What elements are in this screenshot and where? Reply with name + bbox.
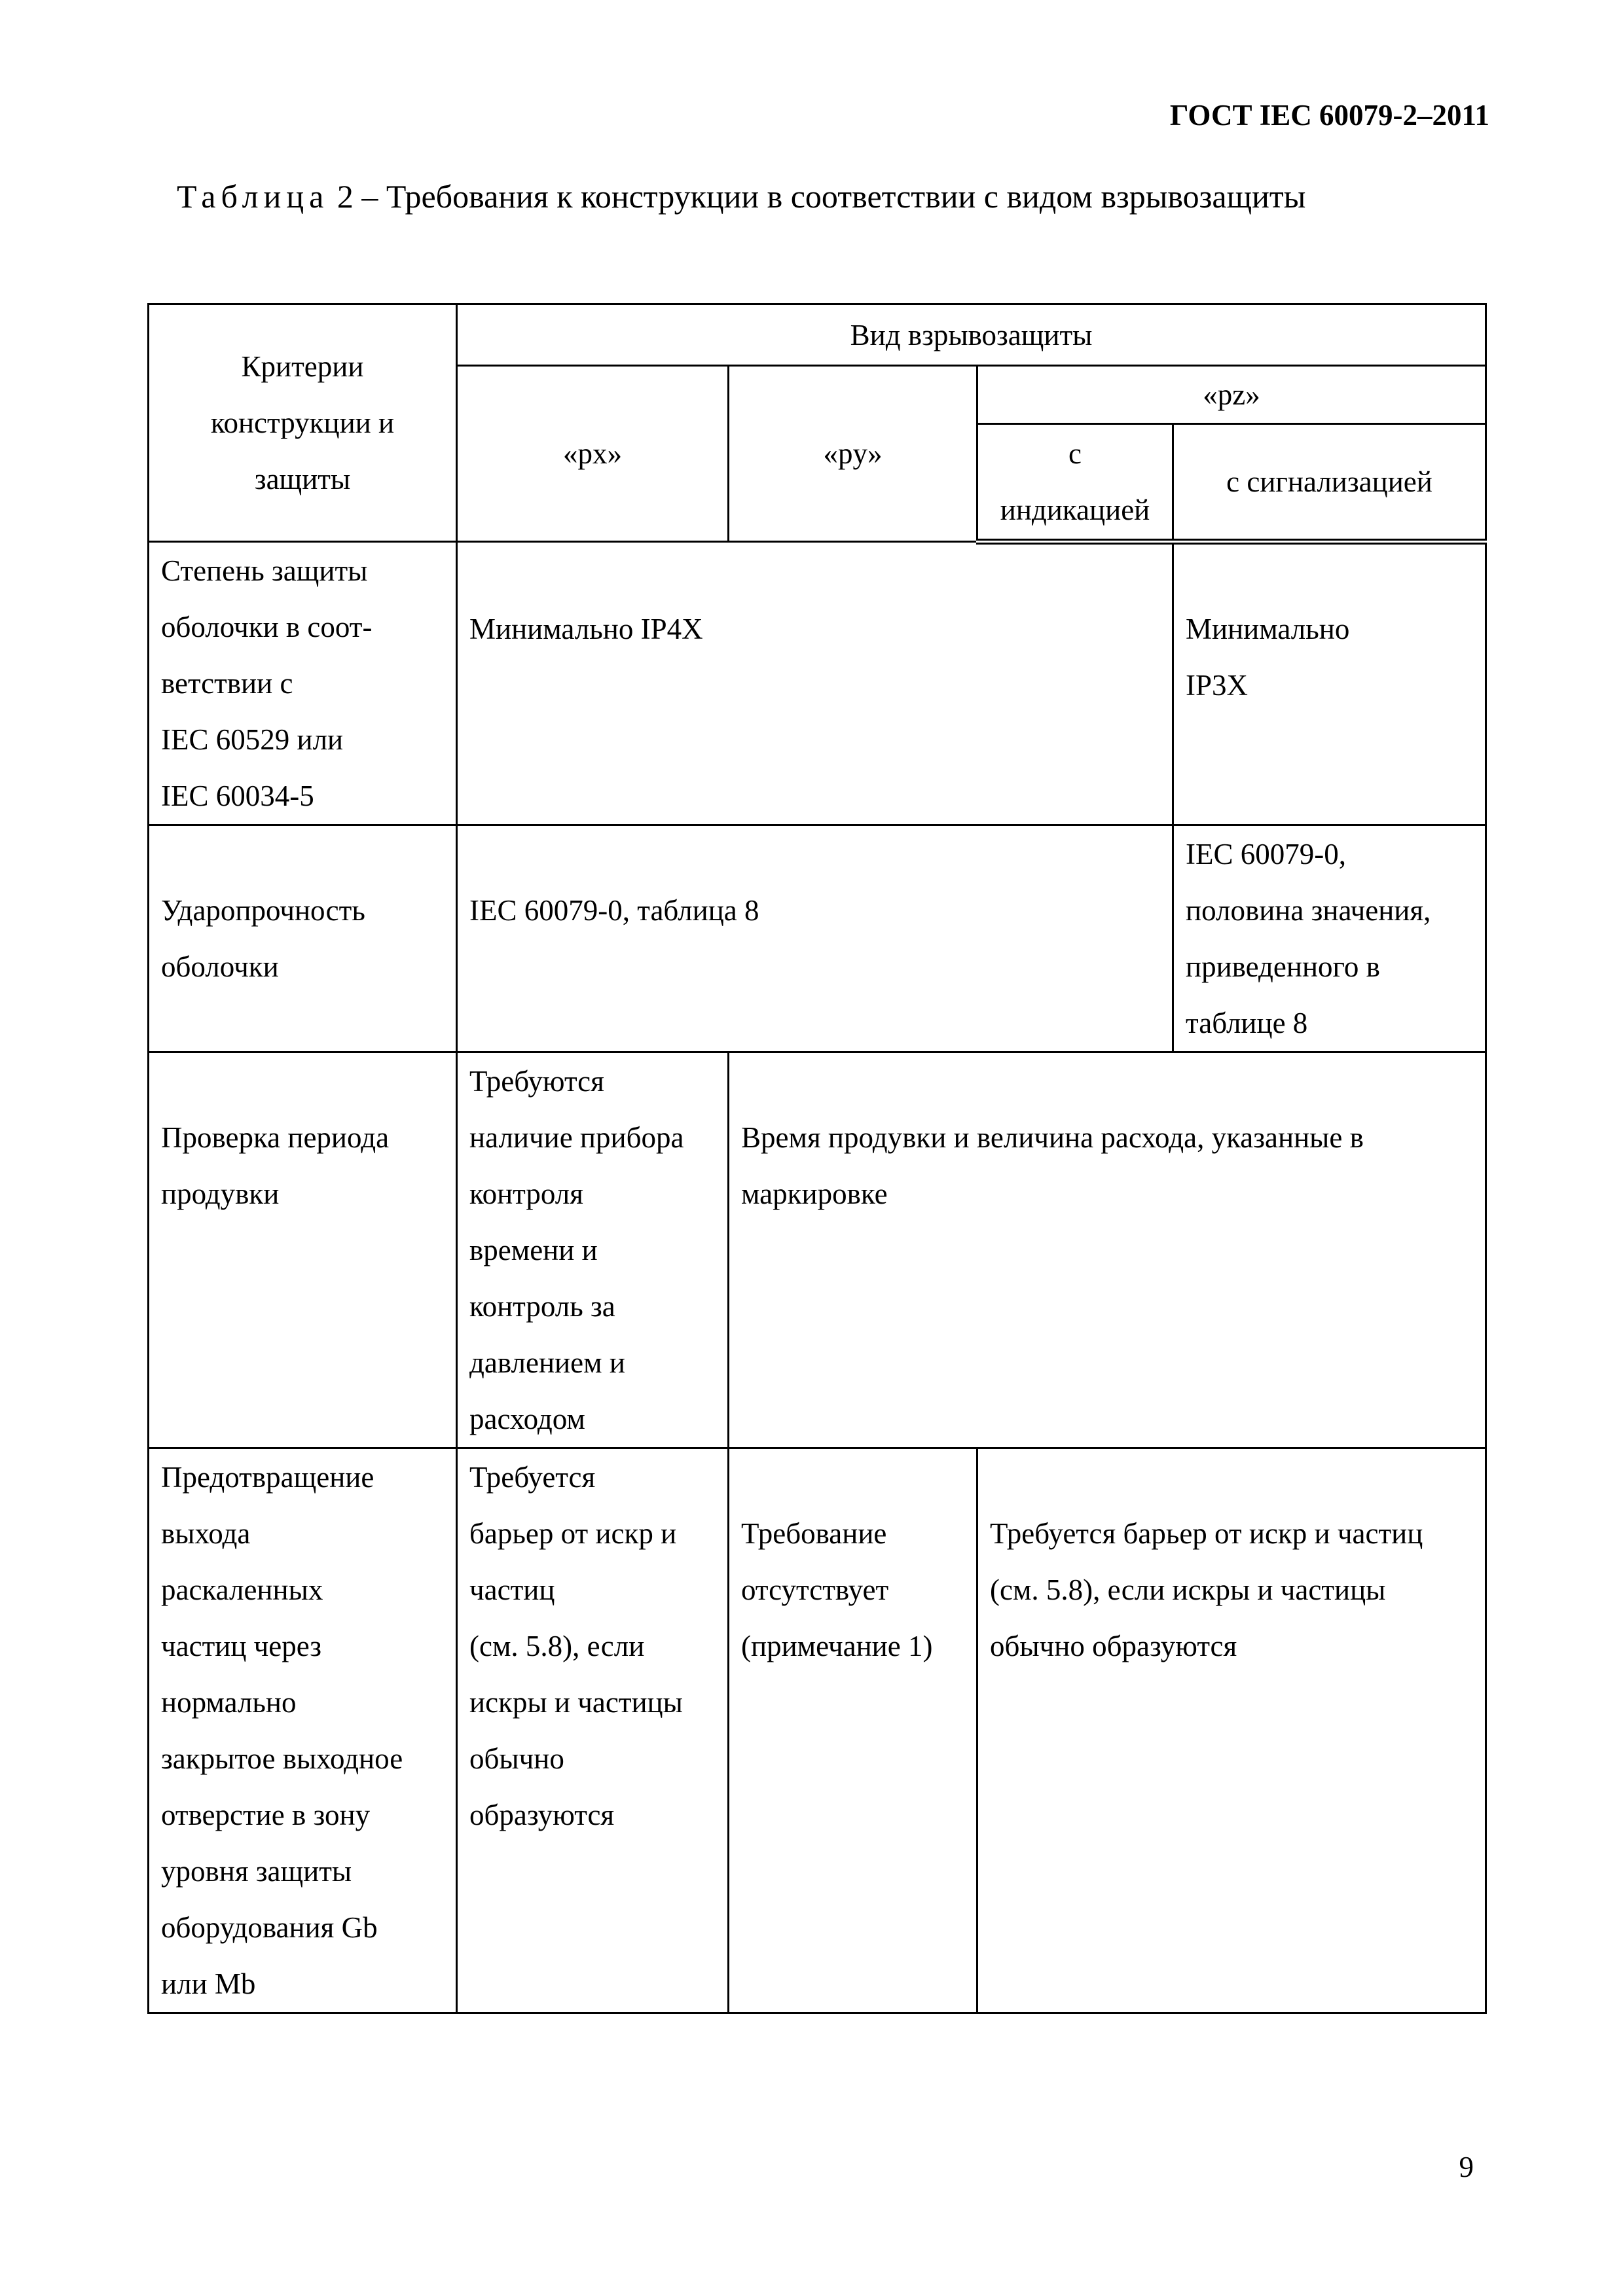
header-pz-alarm: с сигнализацией	[1173, 424, 1486, 542]
caption-word: Таблица	[177, 178, 329, 215]
table-row	[149, 1448, 1486, 2013]
value-cell: Требуется барьер от искр и частиц (см. 5.8), если искры и частицы обычно образуются	[457, 1448, 729, 2013]
value-cell: Требуется барьер от искр и частиц (см. 5.8), если искры и частицы обычно образуются	[977, 1448, 1486, 2013]
document-code: ГОСТ IEC 60079-2–2011	[1169, 99, 1489, 132]
value-cell: Время продувки и величина расхода, указанные в маркировке	[729, 1052, 1486, 1448]
requirements-table	[147, 303, 1487, 2014]
header-row	[149, 304, 1486, 366]
header-py: «py»	[729, 366, 977, 542]
page-number: 9	[1459, 2151, 1474, 2183]
table-row	[149, 542, 1486, 825]
header-protection-type: Вид взрывозащиты	[457, 304, 1486, 366]
header-pz: «pz»	[977, 366, 1486, 424]
criterion-cell: Предотвращение выхода раскаленных частиц через нормально закрытое выходное отверстие в зону уровня защиты оборудования Gb или Mb	[149, 1448, 457, 2013]
value-cell: Минимально IP4X	[457, 542, 1173, 825]
table-caption	[149, 164, 1426, 229]
caption-text: 2 – Требования к конструкции в соответствии с видом взрывозащиты	[337, 178, 1306, 215]
value-cell: IEC 60079-0, таблица 8	[457, 825, 1173, 1052]
value-cell: IEC 60079-0, половина значения, приведенного в таблице 8	[1173, 825, 1486, 1052]
header-criteria: Критерии конструкции и защиты	[149, 304, 457, 542]
header-pz-indication: с индикацией	[977, 424, 1173, 542]
value-cell: Требуются наличие прибора контроля времени и контроль за давлением и расходом	[457, 1052, 729, 1448]
criterion-cell: Степень защиты оболочки в соот- ветствии с IEC 60529 или IEC 60034-5	[149, 542, 457, 825]
criterion-cell: Ударопрочность оболочки	[149, 825, 457, 1052]
value-cell: Требование отсутствует (примечание 1)	[729, 1448, 977, 2013]
criterion-cell: Проверка периода продувки	[149, 1052, 457, 1448]
value-cell: Минимально IP3X	[1173, 542, 1486, 825]
table-row	[149, 825, 1486, 1052]
header-px: «px»	[457, 366, 729, 542]
table-row	[149, 1052, 1486, 1448]
